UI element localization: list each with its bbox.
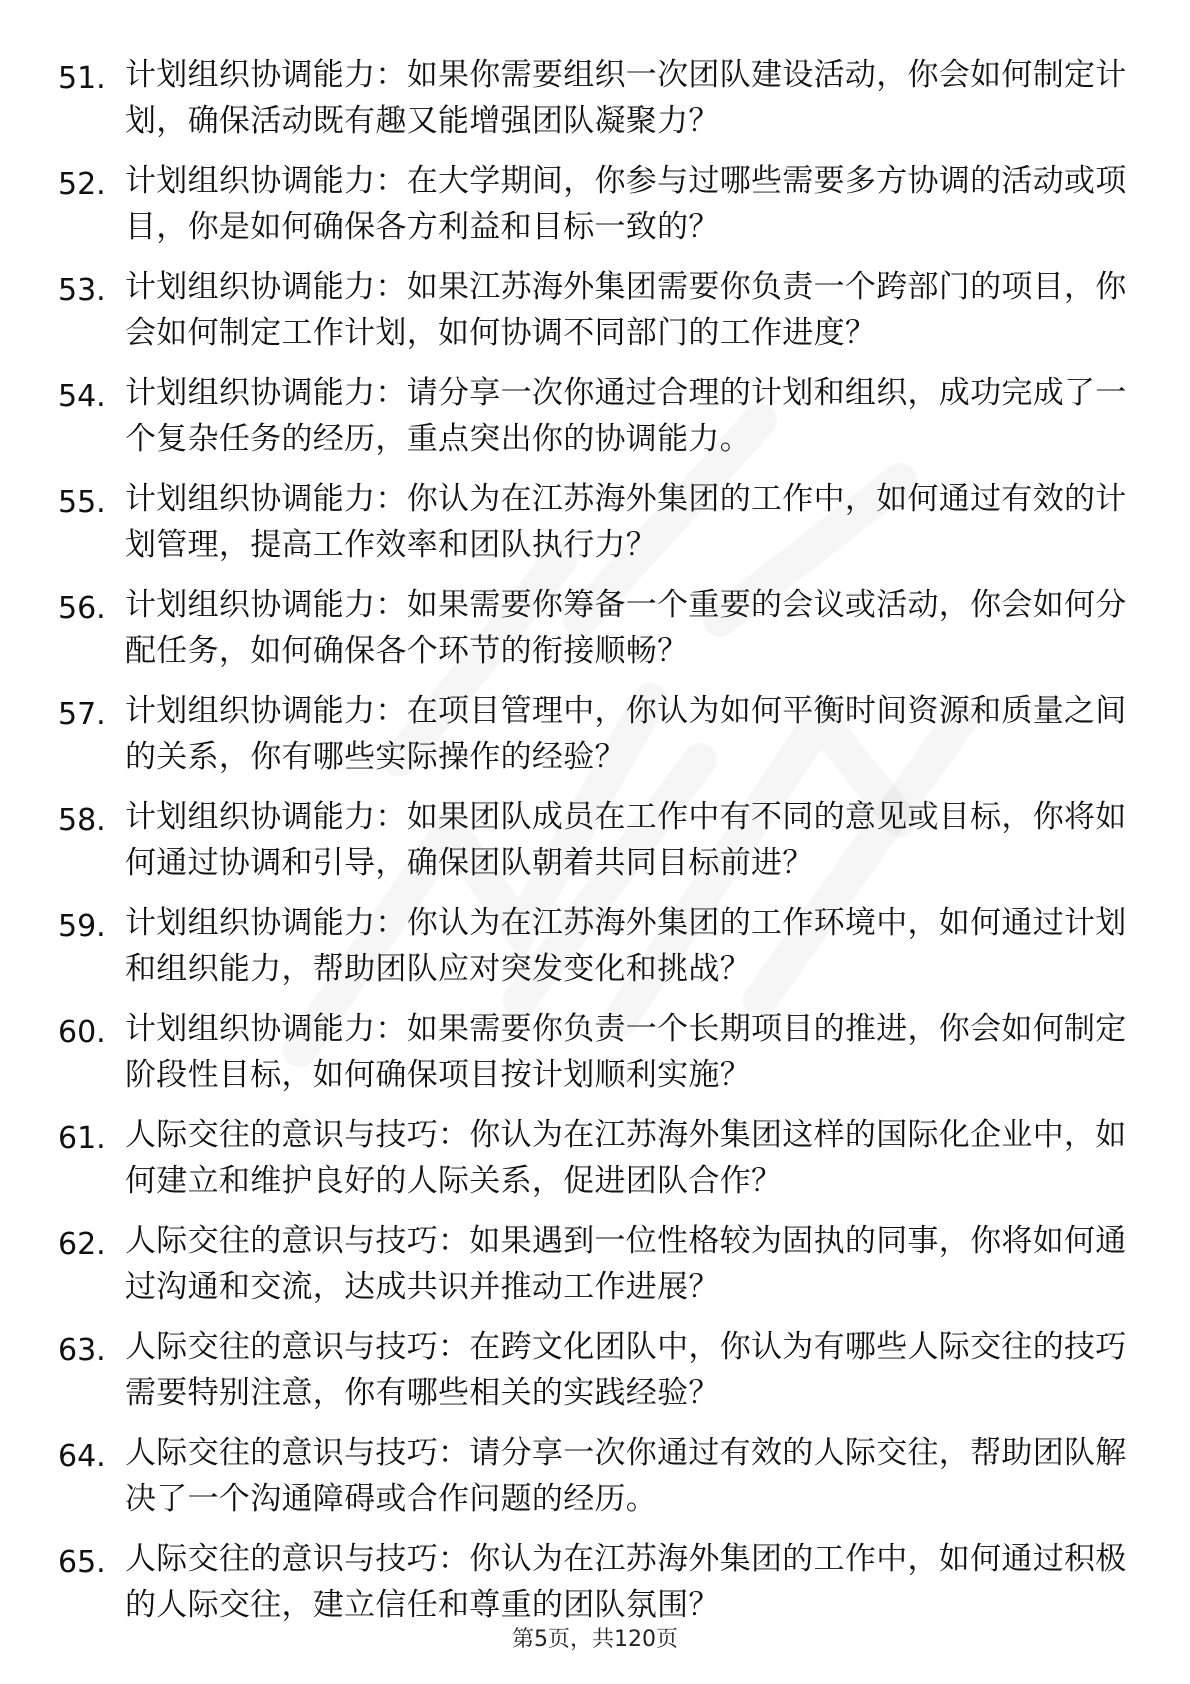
- question-item: [0, 476, 1190, 582]
- question-text: 人际交往的意识与技巧：你认为在江苏海外集团的工作中，如何通过积极的人际交往，建立信任和尊重的团队氛围？: [125, 1541, 1127, 1623]
- question-number: 51.: [58, 61, 106, 96]
- question-text: 人际交往的意识与技巧：在跨文化团队中，你认为有哪些人际交往的技巧需要特别注意，你有哪些相关的实践经验？: [125, 1329, 1127, 1411]
- question-item: [0, 370, 1190, 476]
- question-text: 人际交往的意识与技巧：你认为在江苏海外集团这样的国际化企业中，如何建立和维护良好的人际关系，促进团队合作？: [125, 1117, 1127, 1199]
- question-item: [0, 1324, 1190, 1430]
- question-number: 52.: [58, 167, 106, 202]
- question-item: [0, 1430, 1190, 1536]
- question-number: 54.: [58, 379, 106, 414]
- question-number: 64.: [58, 1439, 106, 1474]
- question-text: 计划组织协调能力：如果团队成员在工作中有不同的意见或目标，你将如何通过协调和引导，确保团队朝着共同目标前进？: [125, 799, 1127, 881]
- question-item: [0, 900, 1190, 1006]
- question-text: 人际交往的意识与技巧：请分享一次你通过有效的人际交往，帮助团队解决了一个沟通障碍或合作问题的经历。: [125, 1435, 1127, 1517]
- question-number: 65.: [58, 1545, 106, 1580]
- page-footer: 第5页，共120页: [512, 1627, 678, 1652]
- question-text: 计划组织协调能力：在项目管理中，你认为如何平衡时间资源和质量之间的关系，你有哪些实际操作的经验？: [125, 693, 1127, 775]
- question-item: [0, 1112, 1190, 1218]
- question-text: 计划组织协调能力：如果江苏海外集团需要你负责一个跨部门的项目，你会如何制定工作计划，如何协调不同部门的工作进度？: [125, 269, 1127, 351]
- question-number: 59.: [58, 909, 106, 944]
- question-item: [0, 582, 1190, 688]
- question-text: 计划组织协调能力：在大学期间，你参与过哪些需要多方协调的活动或项目，你是如何确保各方利益和目标一致的？: [125, 163, 1127, 245]
- question-item: [0, 264, 1190, 370]
- question-number: 58.: [58, 803, 106, 838]
- question-text: 计划组织协调能力：请分享一次你通过合理的计划和组织，成功完成了一个复杂任务的经历，重点突出你的协调能力。: [125, 375, 1127, 457]
- question-text: 计划组织协调能力：你认为在江苏海外集团的工作环境中，如何通过计划和组织能力，帮助团队应对突发变化和挑战？: [125, 905, 1127, 987]
- question-number: 63.: [58, 1333, 106, 1368]
- question-number: 61.: [58, 1121, 106, 1156]
- question-item: [0, 158, 1190, 264]
- question-number: 53.: [58, 273, 106, 308]
- question-text: 计划组织协调能力：如果需要你筹备一个重要的会议或活动，你会如何分配任务，如何确保各个环节的衔接顺畅？: [125, 587, 1127, 669]
- question-item: [0, 52, 1190, 158]
- question-item: [0, 1006, 1190, 1112]
- question-number: 55.: [58, 485, 106, 520]
- question-text: 人际交往的意识与技巧：如果遇到一位性格较为固执的同事，你将如何通过沟通和交流，达成共识并推动工作进展？: [125, 1223, 1127, 1305]
- question-number: 57.: [58, 697, 106, 732]
- question-item: [0, 688, 1190, 794]
- question-item: [0, 794, 1190, 900]
- question-number: 60.: [58, 1015, 106, 1050]
- question-text: 计划组织协调能力：你认为在江苏海外集团的工作中，如何通过有效的计划管理，提高工作效率和团队执行力？: [125, 481, 1127, 563]
- question-text: 计划组织协调能力：如果需要你负责一个长期项目的推进，你会如何制定阶段性目标，如何确保项目按计划顺利实施？: [125, 1011, 1127, 1093]
- question-item: [0, 1218, 1190, 1324]
- question-text: 计划组织协调能力：如果你需要组织一次团队建设活动，你会如何制定计划，确保活动既有趣又能增强团队凝聚力？: [125, 57, 1127, 139]
- question-number: 62.: [58, 1227, 106, 1262]
- question-number: 56.: [58, 591, 106, 626]
- question-list: [0, 52, 1190, 1642]
